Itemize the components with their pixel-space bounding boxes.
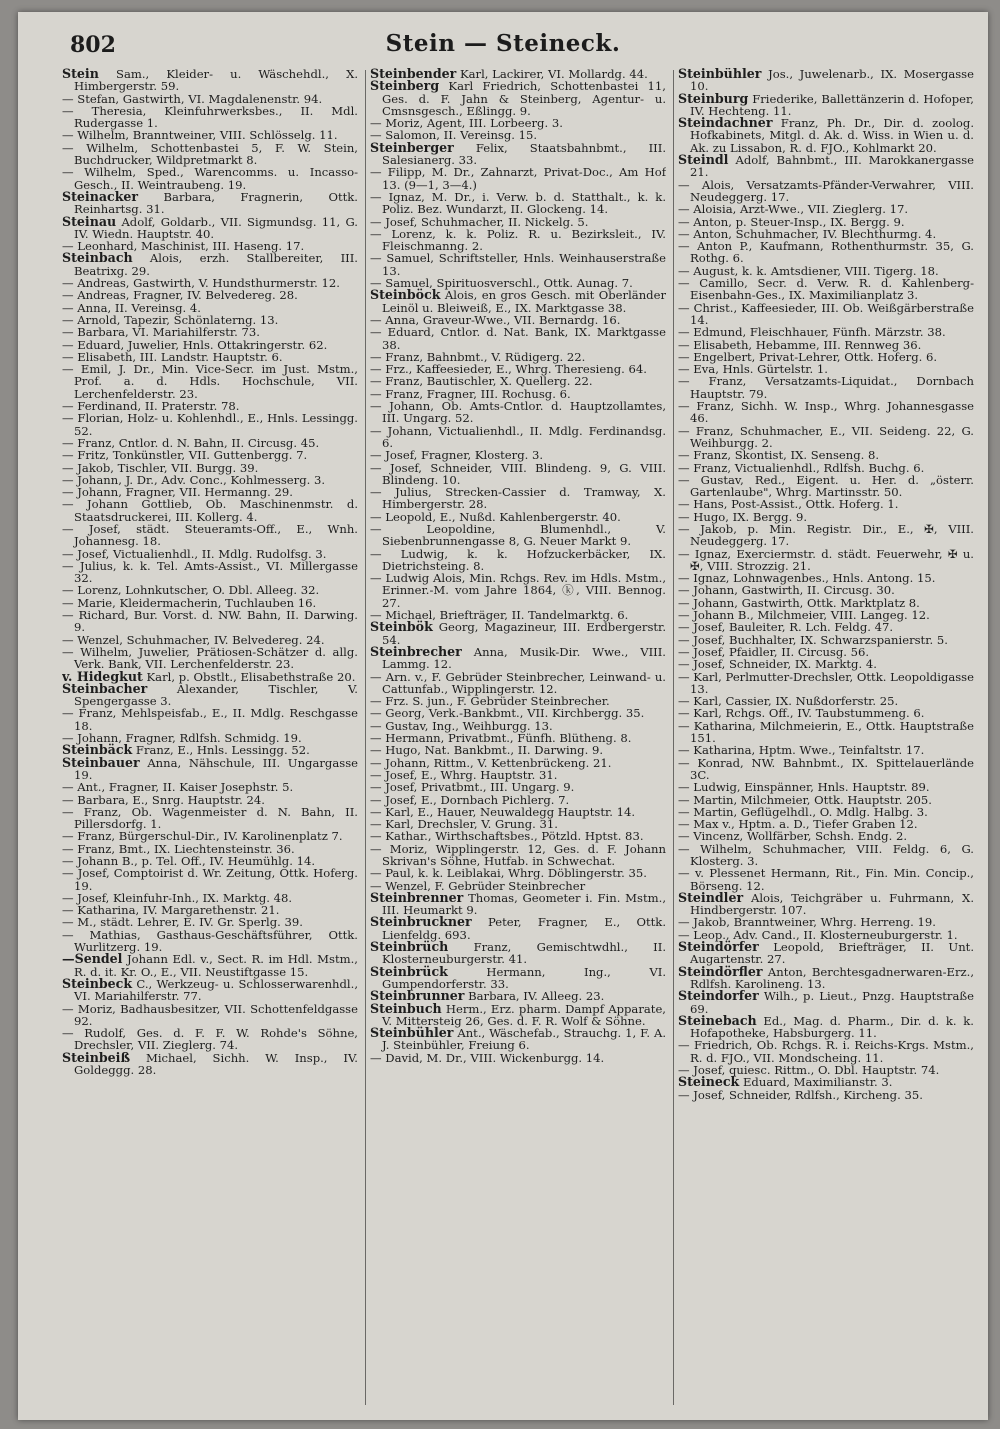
entry-text: — Konrad, NW. Bahnbmt., IX. Spittelauerlände 3C. — [678, 755, 974, 782]
entry-text: — Johann B., p. Tel. Off., IV. Heumühlg. 14. — [62, 854, 316, 868]
entry-text: — Emil, J. Dr., Min. Vice-Secr. im Just. Mstm., Prof. a. d. Hdls. Hochschule, VII. Lerchenfelderstr. 23. — [62, 362, 358, 401]
directory-entry — [678, 867, 974, 892]
entry-text: — Jakob, Tischler, VII. Burgg. 39. — [62, 460, 259, 475]
entry-surname: Stein — [62, 68, 99, 81]
directory-entry — [678, 941, 974, 966]
entry-text: — Engelbert, Privat-Lehrer, Ottk. Hoferg. 6. — [678, 349, 938, 364]
directory-entry — [678, 474, 974, 499]
entry-surname: Steinacker — [62, 188, 139, 204]
entry-text: Johann Edl. v., Sect. R. im Hdl. Mstm., R. d. it. Kr. O., E., VII. Neustiftgasse 15. — [74, 952, 358, 979]
entry-surname: Steinberger — [370, 139, 454, 155]
directory-entry — [678, 671, 974, 696]
directory-entry — [370, 80, 666, 117]
directory-entry — [370, 889, 666, 918]
directory-entry — [62, 252, 358, 277]
entry-text: Alexander, Tischler, V. Spengergasse 3. — [74, 681, 358, 709]
entry-text: — Josef, Kleinfuhr-Inh., IX. Marktg. 48. — [62, 890, 293, 905]
entry-text: — Alois, Versatzamts-Pfänder-Verwahrer, VIII. Neudeggerg. 17. — [678, 177, 974, 204]
entry-text: — Karl, Cassier, IX. Nußdorferstr. 25. — [678, 694, 899, 709]
directory-entry — [370, 523, 666, 548]
entry-text: — Moriz, Wipplingerstr. 12, Ges. d. F. Johann Skrivan's Söhne, Hutfab. in Schwechat. — [370, 841, 666, 868]
entry-surname: Steinbäck — [62, 742, 133, 758]
entry-surname: v. Hidegkut — [62, 668, 143, 684]
entry-surname: Steinbrunner — [370, 988, 465, 1004]
directory-entry — [62, 754, 358, 782]
entry-text: — Julius, k. k. Tel. Amts-Assist., VI. Millergasse 32. — [62, 558, 358, 586]
entry-text: — Karl, E., Hauer, Neuwaldegg Hauptstr. 14. — [370, 804, 636, 819]
entry-text: — Hermann, Privatbmt., Fünfh. Blütheng. 8. — [370, 731, 632, 746]
directory-entry — [370, 139, 666, 168]
entry-surname: Steinbender — [370, 68, 457, 81]
entry-text: — Ferdinand, II. Praterstr. 78. — [62, 399, 240, 414]
directory-entry — [370, 643, 666, 672]
directory-entry — [678, 757, 974, 782]
entry-text: — Josef, Fragner, Klosterg. 3. — [370, 448, 544, 463]
directory-entry — [678, 277, 974, 302]
entry-text: — Leopoldine, Blumenhdl., V. Siebenbrunnengasse 8, G. Neuer Markt 9. — [370, 521, 666, 549]
entry-text: Herm., Erz. pharm. Dampf Apparate, V. Mittersteig 26, Ges. d. F. R. Wolf & Söhne. — [382, 1001, 666, 1028]
entry-text: — Katharina, Hptm. Wwe., Teinfaltstr. 17. — [678, 743, 925, 758]
entry-text: Anna, Musik-Dir. Wwe., VIII. Lammg. 12. — [382, 644, 666, 672]
directory-entry — [370, 621, 666, 646]
entry-text: Barbara, Fragnerin, Ottk. Reinhartsg. 31. — [74, 189, 358, 217]
directory-entry — [370, 289, 666, 314]
directory-entry — [62, 953, 358, 978]
entry-surname: Steinbach — [62, 250, 133, 266]
entry-text: — Franz, Victualienhdl., Rdlfsh. Buchg. 6. — [678, 460, 925, 475]
entry-text: Adolf, Goldarb., VII. Sigmundsg. 11, G. IV. Wiedn. Hauptstr. 40. — [74, 214, 358, 241]
directory-entry — [678, 990, 974, 1015]
directory-entry — [370, 843, 666, 868]
entry-text: Thomas, Geometer i. Fin. Mstm., III. Heumarkt 9. — [382, 890, 666, 918]
entry-text: — Josef, Pfaidler, II. Circusg. 56. — [678, 644, 870, 659]
entry-text: — Josef, E., Whrg. Hauptstr. 31. — [370, 767, 558, 782]
entry-surname: —Sendel — [62, 951, 123, 967]
directory-entry — [370, 1000, 666, 1028]
entry-text: — Stefan, Gastwirth, VI. Magdalenenstr. 94. — [62, 91, 323, 106]
entry-text: Peter, Fragner, E., Ottk. Lienfeldg. 693. — [382, 915, 666, 942]
entry-surname: Steinbauer — [62, 754, 140, 770]
entry-text: — August, k. k. Amtsdiener, VIII. Tigerg. 18. — [678, 263, 939, 278]
entry-text: — Johann B., Milchmeier, VIII. Langeg. 12. — [678, 608, 930, 623]
directory-entry — [62, 975, 358, 1004]
directory-entry — [678, 117, 974, 154]
entry-surname: Steinbühler — [370, 1025, 454, 1041]
directory-entry — [370, 400, 666, 425]
entry-text: — Mathias, Gasthaus-Geschäftsführer, Ottk. Wurlitzerg. 19. — [62, 927, 358, 955]
entry-text: — Josef, Comptoirist d. Wr. Zeitung, Ottk. Hoferg. 19. — [62, 866, 358, 893]
directory-entry — [370, 916, 666, 941]
entry-text: — Jakob, p. Min. Registr. Dir., E., ✠, VIII. Neudeggerg. 17. — [678, 521, 974, 549]
entry-text: — Katharina, IV. Margarethenstr. 21. — [62, 903, 280, 918]
entry-text: — Hugo, Nat. Bankbmt., II. Darwing. 9. — [370, 743, 604, 758]
entry-text: — Andreas, Fragner, IV. Belvedereg. 28. — [62, 288, 298, 303]
entry-text: C., Werkzeug- u. Schlosserwarenhdl., VI. Mariahilferstr. 77. — [74, 976, 358, 1004]
entry-text: — Lorenz, Lohnkutscher, O. Dbl. Alleeg. 32. — [62, 583, 320, 598]
directory-entry — [370, 671, 666, 696]
entry-text: Michael, Sichh. W. Insp., IV. Goldeggg. 28. — [74, 1050, 358, 1078]
entry-text: — Franz, Cntlor. d. N. Bahn, II. Circusg. 45. — [62, 435, 320, 450]
entry-surname: Steinebach — [678, 1012, 757, 1028]
entry-text: — Josef, Schneider, IX. Marktg. 4. — [678, 657, 877, 672]
directory-entry — [370, 548, 666, 573]
entry-text: — Elisabeth, Hebamme, III. Rennweg 36. — [678, 337, 922, 352]
directory-entry — [370, 1052, 666, 1064]
entry-text: — Ignaz, Lohnwagenbes., Hnls. Antong. 15. — [678, 571, 936, 586]
entry-text: — Samuel, Spirituosverschl., Ottk. Aunag. 7. — [370, 276, 633, 291]
entry-text: — Rudolf, Ges. d. F. F. W. Rohde's Söhne, Drechsler, VII. Zieglerg. 74. — [62, 1026, 358, 1053]
directory-entry — [678, 720, 974, 745]
entry-text: — Ignaz, Exerciermstr. d. städt. Feuerwehr, ✠ u. ✠, VIII. Strozzig. 21. — [678, 546, 974, 573]
entry-text: Felix, Staatsbahnbmt., III. Salesianerg. 33. — [382, 140, 666, 168]
entry-surname: Steinbacher — [62, 680, 148, 696]
entry-text: Franz, E., Hnls. Lessingg. 52. — [135, 743, 310, 758]
directory-entry — [62, 523, 358, 548]
directory-page — [18, 12, 988, 1420]
entry-surname: Steindler — [678, 889, 744, 905]
entry-surname: Steinbök — [370, 619, 433, 635]
entry-text: — Moriz, Agent, III. Lorbeerg. 3. — [370, 116, 563, 131]
entry-text: — Wilhelm, Schuhmacher, VIII. Feldg. 6, G. Klosterg. 3. — [678, 841, 974, 868]
entry-text: — Julius, Strecken-Cassier d. Tramway, X. Himbergerstr. 28. — [370, 485, 666, 512]
entry-text: — Ant., Fragner, II. Kaiser Josephstr. 5. — [62, 780, 294, 795]
entry-text: — Anton, Schuhmacher, IV. Blechthurmg. 4. — [678, 226, 937, 241]
entry-text: Alois, erzh. Stallbereiter, III. Beatrixg. 29. — [74, 251, 358, 278]
directory-entry — [62, 188, 358, 217]
directory-entry — [62, 68, 358, 93]
directory-entry — [678, 375, 974, 400]
directory-entry — [62, 867, 358, 892]
entry-text: — Leopold, E., Nußd. Kahlenbergerstr. 40. — [370, 509, 621, 524]
entry-text: — Franz, Bmt., IX. Liechtensteinstr. 36. — [62, 841, 295, 856]
entry-text: — Eduard, Juwelier, Hnls. Ottakringerstr. 62. — [62, 337, 328, 352]
entry-text: — Franz, Schuhmacher, E., VII. Seideng. 22, G. Weihburgg. 2. — [678, 423, 974, 450]
directory-entry — [62, 646, 358, 671]
directory-entry — [370, 252, 666, 277]
entry-text: Leopold, Briefträger, II. Unt. Augartenstr. 27. — [690, 940, 974, 967]
directory-entry — [62, 806, 358, 831]
directory-entry — [62, 929, 358, 954]
entry-text: — Franz, Fragner, III. Rochusg. 6. — [370, 386, 571, 401]
entry-text: — Franz, Skontist, IX. Senseng. 8. — [678, 448, 880, 463]
entry-text: — Wilhelm, Branntweiner, VIII. Schlösselg. 11. — [62, 128, 338, 143]
directory-entry — [62, 166, 358, 191]
running-head: Stein — Steineck. — [385, 30, 621, 57]
directory-entry — [678, 90, 974, 118]
directory-entry — [62, 363, 358, 400]
entry-text: — Johann, Victualienhdl., II. Mdlg. Ferdinandsg. 6. — [370, 423, 666, 450]
entry-text: — Edmund, Fleischhauer, Fünfh. Märzstr. 38. — [678, 325, 946, 340]
entry-text: — Salomon, II. Vereinsg. 15. — [370, 128, 538, 143]
entry-surname: Steinböck — [370, 287, 441, 303]
entry-text: — Josef, Buchhalter, IX. Schwarzspanierstr. 5. — [678, 632, 948, 647]
entry-surname: Steindl — [678, 152, 729, 168]
entry-surname: Steindachner — [678, 115, 773, 131]
directory-entry — [370, 462, 666, 487]
entry-text: — Ludwig, Einspänner, Hnls. Hauptstr. 89. — [678, 780, 930, 795]
entry-text: — Gustav, Ing., Weihburgg. 13. — [370, 718, 553, 733]
entry-text: — Karl, Rchgs. Off., IV. Taubstummeng. 6. — [678, 706, 925, 721]
entry-text: — Ludwig, k. k. Hofzuckerbäcker, IX. Dietrichsteing. 8. — [370, 546, 666, 573]
directory-entry — [678, 843, 974, 868]
directory-column-1 — [62, 68, 358, 1408]
entry-text: — Franz, Versatzamts-Liquidat., Dornbach Hauptstr. 79. — [678, 374, 974, 401]
entry-text: — Wilhelm, Schottenbastei 5, F. W. Stein, Buchdrucker, Wildpretmarkt 8. — [62, 140, 358, 168]
entry-text: — Arn. v., F. Gebrüder Steinbrecher, Leinwand- u. Cattunfab., Wipplingerstr. 12. — [370, 669, 666, 696]
directory-entry — [370, 941, 666, 966]
entry-text: Anna, Nähschule, III. Ungargasse 19. — [74, 755, 358, 782]
entry-text: — Andreas, Gastwirth, V. Hundsthurmerstr. 12. — [62, 276, 340, 291]
entry-text: Ed., Mag. d. Pharm., Dir. d. k. k. Hofapotheke, Habsburgerg. 11. — [690, 1013, 974, 1041]
entry-text: — Josef, Schneider, Rdlfsh., Kircheng. 35. — [678, 1087, 923, 1102]
entry-text: — Ignaz, M. Dr., i. Verw. b. d. Statthalt., k. k. Poliz. Bez. Wundarzt, II. Glockeng. 14. — [370, 189, 666, 217]
entry-text: — Friedrich, Ob. Rchgs. R. i. Reichs-Krgs. Mstm., R. d. FJO., VII. Mondscheing. 11. — [678, 1038, 974, 1065]
entry-surname: Steinbrecher — [370, 643, 462, 659]
entry-text: — Franz, Mehlspeisfab., E., II. Mdlg. Reschgasse 18. — [62, 706, 358, 733]
directory-entry — [370, 166, 666, 191]
directory-entry — [678, 1089, 974, 1101]
entry-text: — Katharina, Milchmeierin, E., Ottk. Hauptstraße 151. — [678, 718, 974, 746]
entry-surname: Steindörfler — [678, 963, 763, 979]
entry-text: — Johann, Rittm., V. Kettenbrückeng. 21. — [370, 755, 612, 770]
entry-text: — Vincenz, Wollfärber, Schsh. Endg. 2. — [678, 829, 908, 844]
entry-text: — Ludwig Alois, Min. Rchgs. Rev. im Hdls. Mstm., Erinner.-M. vom Jahre 1864, ⓚ, VIII. Bennog. 27. — [370, 571, 666, 610]
directory-entry — [62, 213, 358, 241]
entry-text: — Josef, Bauleiter, R. Lch. Feldg. 47. — [678, 620, 894, 635]
entry-surname: Steinbeiß — [62, 1049, 131, 1065]
entry-text: — Arnold, Tapezir, Schönlaterng. 13. — [62, 312, 279, 327]
entry-text: — Eduard, Cntlor. d. Nat. Bank, IX. Marktgasse 38. — [370, 325, 666, 352]
entry-text: — Jakob, Branntweiner, Whrg. Herreng. 19. — [678, 915, 936, 930]
directory-entry — [62, 1003, 358, 1028]
entry-surname: Steineck — [678, 1074, 740, 1090]
directory-entry — [678, 68, 974, 93]
entry-text: — Franz, Bautischler, X. Quellerg. 22. — [370, 374, 593, 389]
directory-entry — [62, 412, 358, 437]
entry-text: — Franz, Sichh. W. Insp., Whrg. Johannesgasse 46. — [678, 399, 974, 426]
directory-entry — [62, 1027, 358, 1052]
entry-text: — David, M. Dr., VIII. Wickenburgg. 14. — [370, 1050, 605, 1065]
directory-entry — [678, 523, 974, 548]
directory-entry — [62, 1049, 358, 1078]
entry-text: — Aloisia, Arzt-Wwe., VII. Zieglerg. 17. — [678, 202, 909, 217]
directory-entry — [678, 1039, 974, 1064]
directory-entry — [678, 179, 974, 204]
entry-text: Anton, Berchtesgadnerwaren-Erz., Rdlfsh. Karolineng. 13. — [690, 964, 974, 991]
entry-text: — Josef, E., Dornbach Pichlerg. 7. — [370, 792, 570, 807]
entry-text: Georg, Magazineur, III. Erdbergerstr. 54. — [382, 620, 666, 647]
entry-text: Hermann, Ing., VI. Gumpendorferstr. 33. — [382, 964, 666, 991]
entry-surname: Steindorfer — [678, 988, 759, 1004]
directory-entry — [370, 425, 666, 450]
entry-surname: Steinburg — [678, 90, 749, 106]
directory-entry — [62, 707, 358, 732]
entry-text: — Josef, Victualienhdl., II. Mdlg. Rudolfsg. 3. — [62, 546, 327, 561]
entry-text: — Elisabeth, III. Landstr. Hauptstr. 6. — [62, 349, 283, 364]
directory-column-2 — [370, 68, 666, 1408]
entry-text: — Karl, Drechsler, V. Grung. 31. — [370, 817, 558, 832]
entry-text: Franz, Gemischtwdhl., II. Klosterneuburgerstr. 41. — [382, 940, 666, 967]
entry-text: Alois, Teichgräber u. Fuhrmann, X. Hindbergerstr. 107. — [690, 890, 974, 918]
entry-surname: Steinberg — [370, 78, 440, 94]
directory-entry — [62, 142, 358, 167]
directory-entry — [370, 326, 666, 351]
entry-text: — Gustav, Red., Eigent. u. Her. d. „österr. Gartenlaube", Whrg. Martinsstr. 50. — [678, 472, 974, 500]
entry-surname: Steinbruckner — [370, 914, 472, 930]
entry-text: — Josef, quiesc. Rittm., O. Dbl. Hauptstr. 74. — [678, 1063, 940, 1078]
entry-text: — Lorenz, k. k. Poliz. R. u. Bezirksleit., IV. Fleischmanng. 2. — [370, 226, 666, 254]
entry-surname: Steindörfer — [678, 939, 759, 955]
directory-entry — [678, 400, 974, 425]
directory-entry — [678, 302, 974, 327]
entry-text: — Wilhelm, Juwelier, Prätiosen-Schätzer d. allg. Verk. Bank, VII. Lerchenfelderstr. 23. — [62, 644, 358, 672]
entry-text: Alois, en gros Gesch. mit Oberländer Leinöl u. Bleiweiß, E., IX. Marktgasse 38. — [382, 288, 666, 315]
directory-entry — [62, 560, 358, 585]
entry-surname: Steinbrück — [370, 963, 448, 979]
entry-text: — Wenzel, F. Gebrüder Steinbrecher — [370, 878, 586, 893]
entry-text: Jos., Juwelenarb., IX. Mosergasse 10. — [690, 68, 974, 94]
entry-text: — Johann, Gastwirth, Ottk. Marktplatz 8. — [678, 595, 920, 610]
entry-text: — Josef, Schneider, VIII. Blindeng. 9, G. VIII. Blindeng. 10. — [370, 460, 666, 487]
directory-columns — [62, 68, 980, 1408]
entry-text: — Paul, k. k. Leiblakai, Whrg. Döblingerstr. 35. — [370, 866, 647, 881]
entry-text: Eduard, Maximilianstr. 3. — [742, 1075, 893, 1090]
entry-text: — v. Plessenet Hermann, Rit., Fin. Min. Concip., Börseng. 12. — [678, 866, 974, 893]
entry-text: — Camillo, Secr. d. Verw. R. d. Kahlenberg-Eisenbahn-Ges., IX. Maximilianplatz 3. — [678, 276, 974, 303]
entry-text: — Josef, städt. Steueramts-Off., E., Wnh. Johannesg. 18. — [62, 521, 358, 549]
entry-text: — Anton P., Kaufmann, Rothenthurmstr. 35, G. Rothg. 6. — [678, 239, 974, 266]
directory-entry — [678, 425, 974, 450]
entry-text: — Anton, p. Steuer-Insp., IX. Bergg. 9. — [678, 214, 905, 229]
entry-surname: Steinbühler — [678, 68, 762, 81]
page-number: 802 — [70, 32, 116, 58]
directory-entry — [678, 1012, 974, 1041]
directory-entry — [370, 572, 666, 609]
entry-text: — Barbara, VI. Mariahilferstr. 73. — [62, 325, 260, 340]
entry-text: — Josef, Schuhmacher, II. Nickelg. 5. — [370, 214, 589, 229]
entry-text: Wilh., p. Lieut., Pnzg. Hauptstraße 69. — [690, 989, 974, 1016]
entry-text: — Fritz, Tonkünstler, VII. Guttenbergg. 7. — [62, 448, 308, 463]
entry-text: — Frz. S. jun., F. Gebrüder Steinbrecher. — [370, 694, 610, 709]
entry-text: Friederike, Ballettänzerin d. Hofoper, IV. Hechteng. 11. — [690, 91, 974, 118]
entry-text: Karl, p. Obstlt., Elisabethstraße 20. — [146, 669, 356, 684]
entry-text: — Hugo, IX. Bergg. 9. — [678, 509, 808, 524]
entry-text: — Anna, Graveur-Wwe., VII. Bernardg. 16. — [370, 312, 621, 327]
entry-text: — Eva, Hnls. Gürtelstr. 1. — [678, 362, 828, 377]
directory-entry — [62, 609, 358, 634]
entry-text: — Theresia, Kleinfuhrwerksbes., II. Mdl. Rudergasse 1. — [62, 103, 358, 131]
entry-text: — Johann, Ob. Amts-Cntlor. d. Hauptzollamtes, III. Ungarg. 52. — [370, 399, 666, 426]
entry-text: — Wilhelm, Sped., Warencomms. u. Incasso-Gesch., II. Weintraubeng. 19. — [62, 165, 358, 192]
entry-text: — Wenzel, Schuhmacher, IV. Belvedereg. 24. — [62, 632, 325, 647]
directory-entry — [678, 963, 974, 991]
entry-text: — Frz., Kaffeesieder, E., Whrg. Theresieng. 64. — [370, 362, 647, 377]
entry-text: — Filipp, M. Dr., Zahnarzt, Privat-Doc., Am Hof 13. (9—1, 3—4.) — [370, 165, 666, 192]
entry-text: — Moriz, Badhausbesitzer, VII. Schottenfeldgasse 92. — [62, 1001, 358, 1028]
directory-entry — [370, 191, 666, 216]
directory-entry — [370, 963, 666, 991]
entry-text: Sam., Kleider- u. Wäschehdl., X. Himbergerstr. 59. — [74, 68, 358, 94]
entry-text: — Marie, Kleidermacherin, Tuchlauben 16. — [62, 595, 317, 610]
entry-text: — Karl, Perlmutter-Drechsler, Ottk. Leopoldigasse 13. — [678, 669, 974, 696]
entry-text: Ant., Wäschefab., Strauchg. 1, F. A. J. Steinbühler, Freiung 6. — [382, 1026, 666, 1053]
directory-entry — [62, 498, 358, 523]
entry-text: Barbara, IV. Alleeg. 23. — [468, 989, 605, 1004]
entry-surname: Steinbeck — [62, 975, 133, 991]
entry-text: — Johann, Gastwirth, II. Circusg. 30. — [678, 583, 895, 598]
directory-entry — [62, 680, 358, 709]
entry-text: — Richard, Bur. Vorst. d. NW. Bahn, II. Darwing. 9. — [62, 608, 358, 635]
directory-entry — [678, 889, 974, 918]
directory-entry — [678, 154, 974, 179]
entry-text: Karl, Lackirer, VI. Mollardg. 44. — [459, 68, 648, 81]
entry-text: — Christ., Kaffeesieder, III. Ob. Weißgärberstraße 14. — [678, 300, 974, 327]
entry-text: — Johann, Fragner, Rdlfsh. Schmidg. 19. — [62, 731, 302, 746]
entry-text: — M., städt. Lehrer, E. IV. Gr. Sperlg. 39. — [62, 915, 303, 930]
entry-text: — Kathar., Wirthschaftsbes., Pötzld. Hptst. 83. — [370, 829, 644, 844]
entry-surname: Steinbrüch — [370, 939, 449, 955]
entry-text: — Johann, Fragner, VII. Hermanng. 29. — [62, 485, 293, 500]
directory-entry — [62, 105, 358, 130]
entry-text: — Max v., Hptm. a. D., Tiefer Graben 12. — [678, 817, 918, 832]
entry-text: — Samuel, Schriftsteller, Hnls. Weinhauserstraße 13. — [370, 251, 666, 278]
directory-entry — [370, 486, 666, 511]
entry-surname: Steinbuch — [370, 1000, 442, 1016]
entry-text: — Michael, Briefträger, II. Tandelmarktg. 6. — [370, 608, 629, 623]
entry-text: — Leonhard, Maschinist, III. Haseng. 17. — [62, 239, 305, 254]
entry-text: — Barbara, E., Snrg. Hauptstr. 24. — [62, 792, 265, 807]
entry-text: — Franz, Bürgerschul-Dir., IV. Karolinenplatz 7. — [62, 829, 343, 844]
entry-text: Karl Friedrich, Schottenbastei 11, Ges. d. F. Jahn & Steinberg, Agentur- u. Cmsnsgesch., Eßlingg. 9. — [382, 79, 666, 118]
directory-column-3 — [678, 68, 974, 1408]
entry-text: — Franz, Ob. Wagenmeister d. N. Bahn, II. Pillersdorfg. 1. — [62, 804, 358, 832]
entry-text: — Anna, II. Vereinsg. 4. — [62, 300, 201, 315]
entry-text: — Martin, Geflügelhdl., O. Mdlg. Halbg. 3. — [678, 804, 928, 819]
entry-text: — Johann Gottlieb, Ob. Maschinenmstr. d. Staatsdruckerei, III. Kollerg. 4. — [62, 497, 358, 524]
directory-entry — [678, 548, 974, 573]
entry-surname: Steinbrenner — [370, 889, 464, 905]
entry-text: — Georg, Verk.-Bankbmt., VII. Kirchbergg. 35. — [370, 706, 645, 721]
directory-entry — [678, 240, 974, 265]
directory-entry — [370, 228, 666, 253]
entry-text: — Martin, Milchmeier, Ottk. Hauptstr. 205. — [678, 792, 932, 807]
entry-text: — Johann, J. Dr., Adv. Conc., Kohlmesserg. 3. — [62, 472, 326, 487]
directory-entry — [370, 1027, 666, 1052]
entry-surname: Steinau — [62, 213, 117, 229]
entry-text: Adolf, Bahnbmt., III. Marokkanergasse 21. — [690, 153, 974, 180]
entry-text: — Hans, Post-Assist., Ottk. Hoferg. 1. — [678, 497, 899, 512]
entry-text: Franz, Ph. Dr., Dir. d. zoolog. Hofkabinets, Mitgl. d. Ak. d. Wiss. in Wien u. d. Ak. zu Lissabon, R. d. FJO., Kohlmarkt 20. — [690, 116, 974, 155]
entry-text: — Leop., Adv. Cand., II. Klosterneuburgerstr. 1. — [678, 927, 958, 942]
entry-text: — Franz, Bahnbmt., V. Rüdigerg. 22. — [370, 349, 586, 364]
entry-text: — Florian, Holz- u. Kohlenhdl., E., Hnls. Lessingg. 52. — [62, 411, 358, 438]
entry-text: — Josef, Privatbmt., III. Ungarg. 9. — [370, 780, 575, 795]
